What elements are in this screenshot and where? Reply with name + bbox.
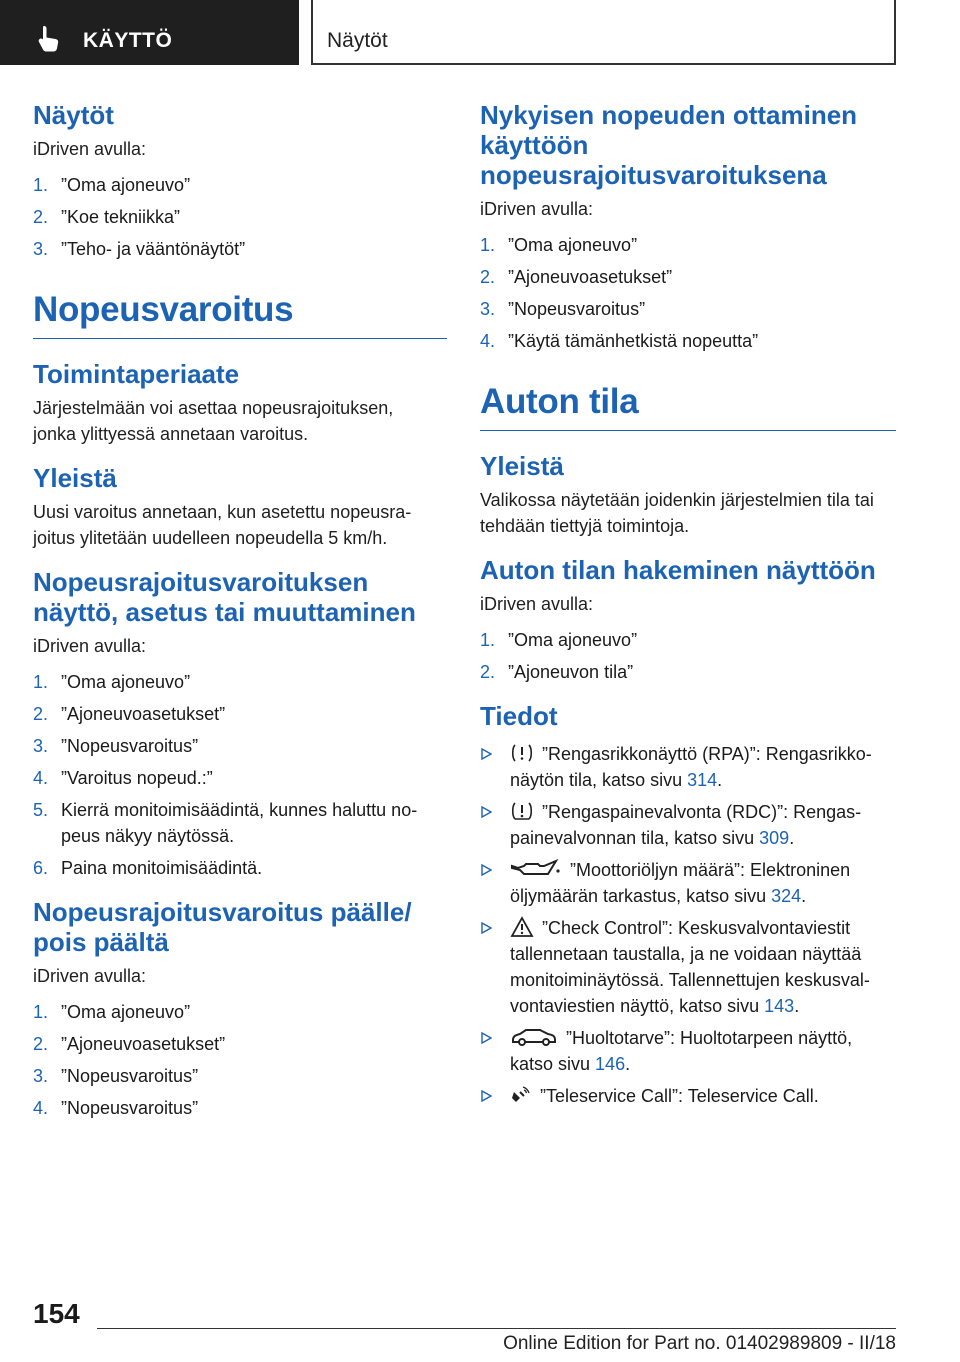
list-item: ”Rengaspainevalvonta (RDC)”: Rengas- painevalvonnan tila, katso sivu 309. [480, 799, 896, 851]
list-item: 2. ”Ajoneuvon tila” [480, 662, 634, 682]
body-text: Järjestelmään voi asettaa nopeusrajoituksen, jonka ylittyessä annetaan varoitus. [33, 398, 394, 444]
bullet-triangle-icon [480, 922, 492, 934]
section-title: Näytöt [33, 100, 114, 130]
page-link[interactable]: 309 [759, 828, 790, 848]
bullet-triangle-icon [480, 1090, 492, 1102]
steps-list [480, 232, 896, 354]
list-item: 3. ”Nopeusvaroitus” [33, 1066, 199, 1086]
list-item: 2. ”Ajoneuvoasetukset” [33, 1034, 226, 1054]
section-title: Tiedot [480, 701, 558, 731]
oil-can-icon [510, 858, 562, 880]
right-column [480, 100, 896, 1125]
list-item: 3. ”Teho- ja vääntönäytöt” [33, 239, 246, 259]
chapter-title: Nopeusvaroitus [33, 290, 447, 339]
steps-list [33, 669, 447, 881]
page-link[interactable]: 143 [764, 996, 795, 1016]
section-auton-tila-hakeminen [480, 555, 896, 685]
list-item: 2. ”Ajoneuvoasetukset” [33, 704, 226, 724]
list-item: 4. ”Käytä tämänhetkistä nopeutta” [480, 331, 759, 351]
section-header [311, 0, 896, 65]
pointing-hand-icon [36, 24, 66, 52]
list-item: 1. ”Oma ajoneuvo” [33, 1002, 191, 1022]
page-link[interactable]: 314 [687, 770, 718, 790]
section-title: Auton tilan hakeminen näyttöön [480, 555, 876, 585]
section-yleista [33, 463, 447, 551]
section-title: Nopeusrajoitusvaroitus päälle/ pois päältä [33, 897, 412, 957]
list-item: ”Huoltotarve”: Huoltotarpeen näyttö, katso sivu 146. [480, 1025, 896, 1077]
bullet-triangle-icon [480, 864, 492, 876]
list-item: ”Check Control”: Keskusvalvontaviestit tallennetaan taustalla, ja ne voidaan näyttää monitoiminäytössä. Tallennettujen keskusval- vontaviestien näyttö, katso sivu 143. [480, 915, 896, 1019]
steps-list [480, 627, 896, 685]
intro-text: iDriven avulla: [33, 139, 147, 159]
list-item: ”Rengasrikkonäyttö (RPA)”: Rengasrikko- näytön tila, katso sivu 314. [480, 741, 896, 793]
bullet-triangle-icon [480, 748, 492, 760]
section-header-label: Näytöt [327, 29, 388, 52]
bullet-triangle-icon [480, 1032, 492, 1044]
list-item: 1. ”Oma ajoneuvo” [33, 672, 191, 692]
intro-text: iDriven avulla: [33, 966, 147, 986]
body-text: Uusi varoitus annetaan, kun asetettu nopeusra- joitus ylitetään uudelleen nopeudella 5 km/h. [33, 502, 412, 548]
list-item: ”Teleservice Call”: Teleservice Call. [480, 1083, 896, 1109]
section-title: Nopeusrajoitusvaroituksen näyttö, asetus tai muuttaminen [33, 567, 416, 627]
footer-divider [97, 1328, 896, 1329]
list-item: 2. ”Ajoneuvoasetukset” [480, 267, 673, 287]
tire-pressure-icon [510, 800, 534, 822]
intro-text: iDriven avulla: [33, 636, 147, 656]
section-toimintaperiaate [33, 359, 447, 447]
page-link[interactable]: 146 [595, 1054, 626, 1074]
chapter-title: Auton tila [480, 382, 896, 431]
bullet-triangle-icon [480, 806, 492, 818]
chapter-tab [0, 0, 299, 65]
warning-triangle-icon [510, 916, 534, 938]
list-item: 1. ”Oma ajoneuvo” [480, 630, 638, 650]
section-title: Yleistä [33, 463, 117, 493]
body-text: Valikossa näytetään joidenkin järjestelmien tila tai tehdään tiettyjä toimintoja. [480, 490, 874, 536]
info-list [480, 741, 896, 1109]
left-column [33, 100, 447, 1137]
teleservice-icon [510, 1084, 532, 1106]
section-nayttö-asetus [33, 567, 447, 881]
steps-list [33, 999, 447, 1121]
list-item: 4. ”Nopeusvaroitus” [33, 1098, 199, 1118]
section-title: Yleistä [480, 451, 564, 481]
edition-text: Online Edition for Part no. 01402989809 - II/18 [503, 1333, 896, 1354]
list-item: 6. Paina monitoimisäädintä. [33, 858, 263, 878]
page-number: 154 [33, 1298, 80, 1329]
list-item: ”Moottoriöljyn määrä”: Elektroninen öljymäärän tarkastus, katso sivu 324. [480, 857, 896, 909]
section-tiedot [480, 701, 896, 1109]
list-item: 2. ”Koe tekniikka” [33, 207, 181, 227]
list-item: 3. ”Nopeusvaroitus” [480, 299, 646, 319]
tire-warning-icon [510, 742, 534, 764]
section-paalle-pois [33, 897, 447, 1121]
intro-text: iDriven avulla: [480, 199, 594, 219]
list-item: 3. ”Nopeusvaroitus” [33, 736, 199, 756]
list-item: 5. Kierrä monitoimisäädintä, kunnes haluttu no- peus näkyy näytössä. [33, 800, 418, 846]
intro-text: iDriven avulla: [480, 594, 594, 614]
list-item: 1. ”Oma ajoneuvo” [33, 175, 191, 195]
section-yleista-2 [480, 451, 896, 539]
section-nykyinen-nopeus [480, 100, 896, 354]
section-title: Nykyisen nopeuden ottaminen käyttöön nopeusrajoitusvaroituksena [480, 100, 858, 190]
steps-list [33, 172, 447, 262]
page-link[interactable]: 324 [771, 886, 802, 906]
section-naytot [33, 100, 447, 262]
chapter-tab-label: KÄYTTÖ [83, 29, 173, 52]
service-car-icon [510, 1026, 558, 1048]
list-item: 4. ”Varoitus nopeud.:” [33, 768, 213, 788]
section-title: Toimintaperiaate [33, 359, 240, 389]
list-item: 1. ”Oma ajoneuvo” [480, 235, 638, 255]
